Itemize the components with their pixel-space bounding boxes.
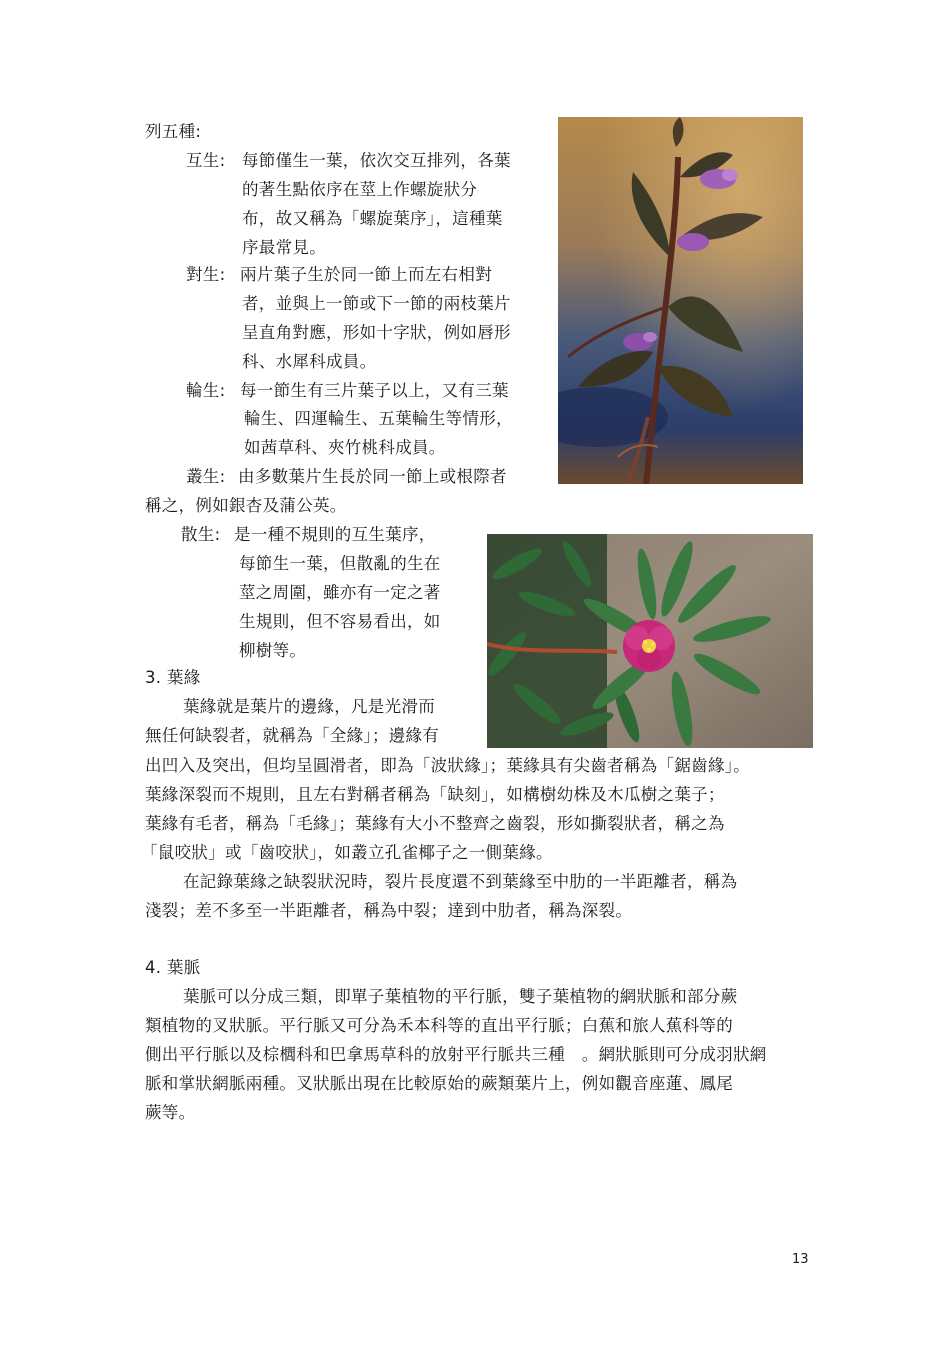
venation-line-1: 葉脈可以分成三類，即單子葉植物的平行脈，雙子葉植物的網狀脈和部分蕨 (183, 987, 738, 1006)
venation-heading: 4. 葉脈 (145, 958, 201, 977)
opposite-line-2: 者，並與上一節或下一節的兩枝葉片 (242, 294, 511, 313)
venation-line-4: 脈和掌狀網脈兩種。叉狀脈出現在比較原始的蕨類葉片上，例如觀音座蓮、鳳尾 (145, 1074, 733, 1093)
intro-line: 列五種: (145, 122, 202, 141)
margin-heading: 3. 葉緣 (145, 668, 201, 687)
scattered-line-3: 莖之周圍，雖亦有一定之著 (239, 583, 441, 602)
margin-line-8: 淺裂；差不多至一半距離者，稱為中裂；達到中肋者，稱為深裂。 (145, 901, 633, 920)
scattered-label: 散生: (181, 525, 221, 544)
alternate-line-1: 每節僅生一葉，依次交互排列，各葉 (242, 151, 511, 170)
scattered-line-2: 每節生一葉，但散亂的生在 (239, 554, 441, 573)
margin-line-7: 在記錄葉緣之缺裂狀況時，裂片長度還不到葉緣至中肋的一半距離者，稱為 (183, 872, 738, 891)
scattered-line-5: 柳樹等。 (239, 641, 307, 660)
venation-line-5: 蕨等。 (145, 1103, 196, 1122)
opposite-label: 對生: (186, 265, 226, 284)
margin-line-4: 葉緣深裂而不規則，且左右對稱者稱為「缺刻」，如構樹幼株及木瓜樹之葉子； (145, 785, 725, 804)
whorled-line-3: 如茜草科、夾竹桃科成員。 (244, 438, 446, 457)
fascicled-line-2: 稱之，例如銀杏及蒲公英。 (145, 496, 347, 515)
margin-line-3: 出凹入及突出，但均呈圓滑者，即為「波狀緣」；葉緣具有尖齒者稱為「鋸齒緣」。 (145, 756, 751, 775)
opposite-line-3: 呈直角對應，形如十字狀，例如唇形 (242, 323, 511, 342)
fascicled-label: 叢生: (186, 467, 226, 486)
whorled-line-2: 輪生、四運輪生、五葉輪生等情形， (244, 409, 513, 428)
fascicled-line-1: 由多數葉片生長於同一節上或根際者 (238, 467, 507, 486)
opposite-line-4: 科、水犀科成員。 (242, 352, 377, 371)
whorled-line-1: 每一節生有三片葉子以上，又有三葉 (240, 381, 509, 400)
scattered-line-1: 是一種不規則的互生葉序， (234, 525, 436, 544)
margin-line-1: 葉緣就是葉片的邊緣，凡是光滑而 (183, 697, 435, 716)
margin-line-6: 「鼠咬狀」或「齒咬狀」，如叢立孔雀椰子之一側葉緣。 (141, 843, 553, 862)
alternate-line-4: 序最常見。 (242, 238, 326, 257)
alternate-label: 互生: (186, 151, 226, 170)
alternate-line-2: 的著生點依序在莖上作螺旋狀分 (242, 180, 478, 199)
plant-photo-purple-flowers (558, 117, 803, 484)
alternate-line-3: 布，故又稱為「螺旋葉序」，這種葉 (242, 209, 503, 228)
margin-line-5: 葉緣有毛者，稱為「毛緣」；葉緣有大小不整齊之齒裂，形如撕裂狀者，稱之為 (145, 814, 725, 833)
opposite-line-1: 兩片葉子生於同一節上而左右相對 (240, 265, 492, 284)
plant-photo-magenta-flower (487, 534, 813, 748)
venation-line-2: 類植物的叉狀脈。平行脈又可分為禾本科等的直出平行脈；白蕉和旅人蕉科等的 (145, 1016, 733, 1035)
page-number: 13 (792, 1252, 809, 1267)
venation-line-3: 側出平行脈以及棕櫚科和巴拿馬草科的放射平行脈共三種 。網狀脈則可分成羽狀網 (145, 1045, 767, 1064)
margin-line-2: 無任何缺裂者，就稱為「全緣」；邊緣有 (145, 726, 440, 745)
whorled-label: 輪生: (186, 381, 226, 400)
scattered-line-4: 生規則，但不容易看出，如 (239, 612, 441, 631)
